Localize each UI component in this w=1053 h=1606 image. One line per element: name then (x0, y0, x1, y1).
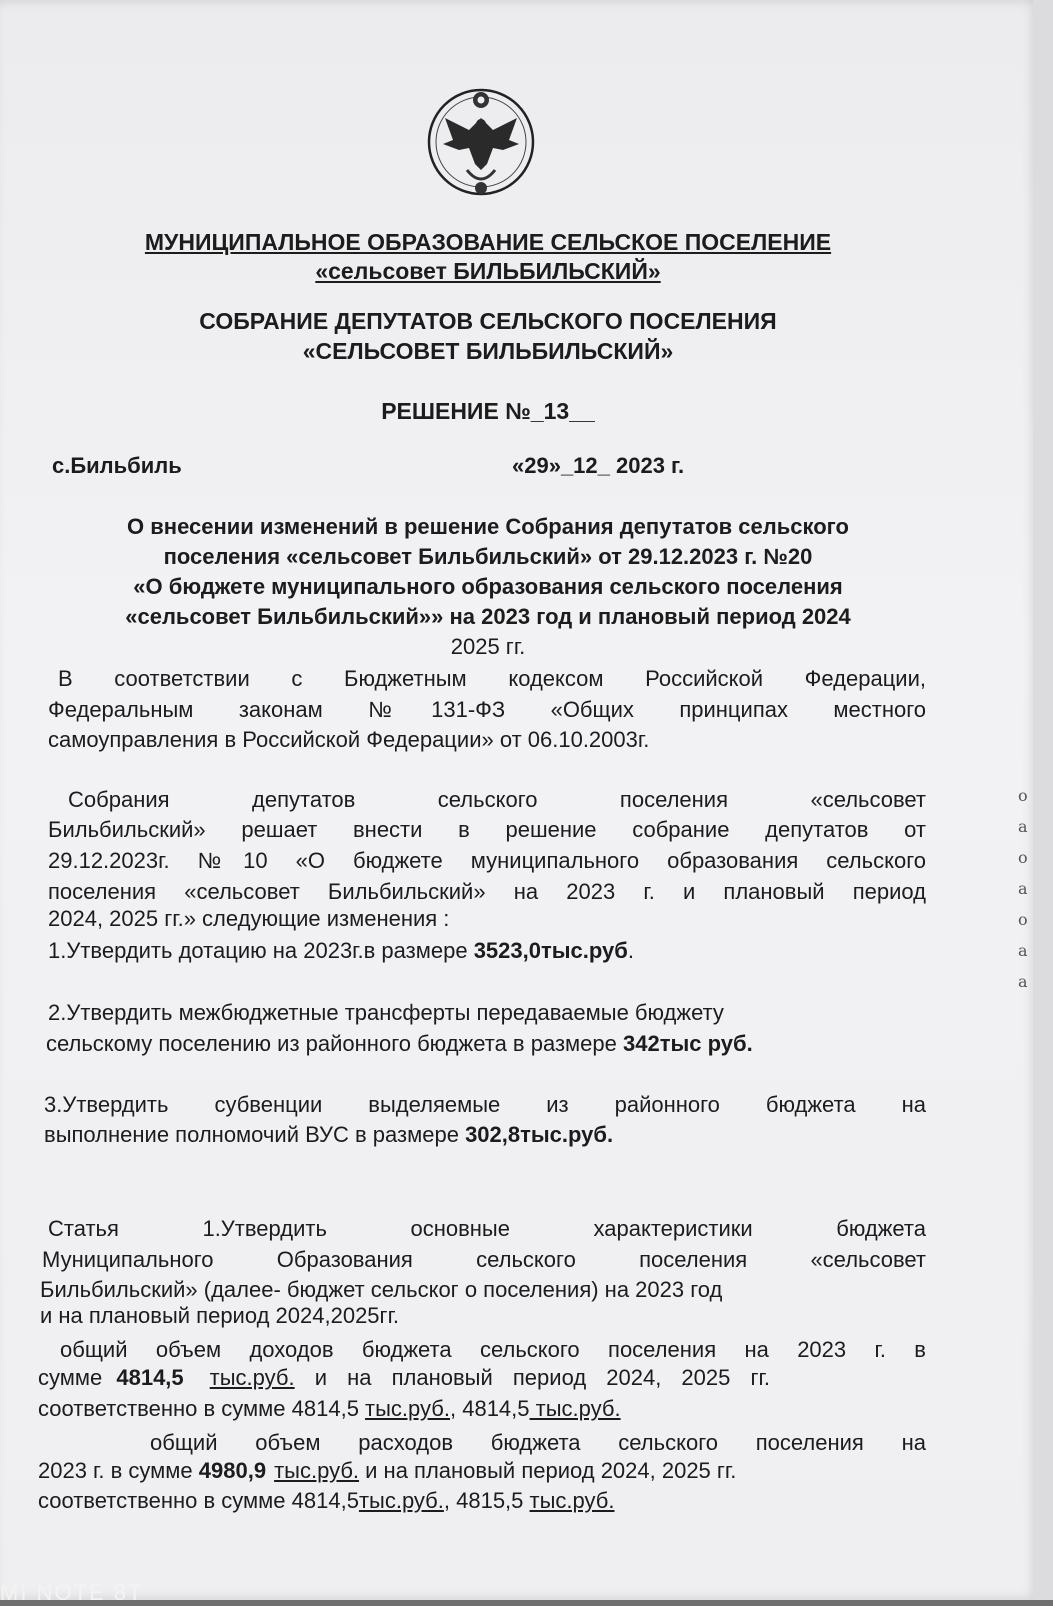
expense-amount: 4980,9 (198, 1458, 267, 1483)
item-1-text: 1.Утвердить дотацию на 2023г.в размере (48, 938, 474, 963)
camera-watermark: MI NOTE 8T (0, 1580, 144, 1605)
item-1 (48, 938, 634, 964)
expense-rest: и на плановый период 2024, 2025 гг. (359, 1458, 737, 1483)
income-amount: 4814,5 (116, 1365, 184, 1390)
resolution-line: Бильбильский» решает внести в решение собрание депутатов от (48, 817, 926, 842)
margin-letter: а (1018, 972, 1028, 991)
eagle-emblem-icon (425, 78, 537, 206)
income-line3-unit1: тыс.руб. (365, 1396, 450, 1421)
income-rest: и на плановый период 2024, 2025 гг. (294, 1365, 770, 1390)
item-2-line (46, 1031, 753, 1057)
margin-letter: о (1018, 910, 1028, 929)
resolution-line: 29.12.2023г. №10 «О бюджете муниципального образования сельского (48, 848, 926, 873)
subject-line: О внесении изменений в решение Собрания депутатов сельского (127, 514, 849, 539)
article-1-line: Бильбильский» (далее- бюджет сельског о поселения) на 2023 год (40, 1277, 723, 1302)
item-3-amount: 302,8тыс.руб. (465, 1122, 614, 1147)
expense-line3-unit1: тыс.руб. (358, 1488, 444, 1513)
income-line (38, 1396, 621, 1422)
expense-line3-unit2: тыс.руб. (529, 1488, 615, 1513)
expense-unit: тыс.руб. (274, 1458, 360, 1483)
expense-line3-mid: , 4815,5 (443, 1488, 530, 1513)
preamble-line: самоуправления в Российской Федерации» от 06.10.2003г. (48, 727, 650, 752)
income-line3-text: соответственно в сумме 4814,5 (38, 1396, 366, 1421)
margin-letter: о (1018, 848, 1028, 867)
article-1-line: Статья 1.Утвердить основные характеристики бюджета (48, 1216, 926, 1241)
resolution-line: поселения «сельсовет Бильбильский» на 2023 г. и плановый период (48, 879, 926, 904)
expense-line2-text: 2023 г. в сумме (38, 1458, 199, 1483)
preamble-line: В соответствии с Бюджетным кодексом Российской Федерации, (58, 666, 926, 691)
margin-letter: а (1018, 817, 1028, 836)
item-1-end: . (627, 938, 634, 963)
subject-line: поселения «сельсовет Бильбильский» от 29.12.2023 г. №20 (163, 544, 813, 569)
margin-letter: а (1018, 941, 1028, 960)
item-3-line: 3.Утвердить субвенции выделяемые из районного бюджета на (44, 1092, 926, 1117)
subject-line: «сельсовет Бильбильский»» на 2023 год и плановый период 2024 (125, 604, 851, 629)
coat-of-arms-emblem (425, 78, 537, 206)
income-line3-unit2: тыс.руб. (529, 1396, 621, 1421)
decision-title: РЕШЕНИЕ №_13__ (381, 398, 595, 424)
resolution-line: 2024, 2025 гг.» следующие изменения : (48, 906, 450, 931)
income-line3-mid: , 4814,5 (450, 1396, 530, 1421)
subject-line: 2025 гг. (450, 634, 526, 659)
municipality-title: МУНИЦИПАЛЬНОЕ ОБРАЗОВАНИЕ СЕЛЬСКОЕ ПОСЕЛЕНИЕ (144, 229, 832, 255)
income-sum-label: сумме (38, 1365, 109, 1390)
margin-letter: о (1018, 786, 1028, 805)
resolution-line: Собрания депутатов сельского поселения «сельсовет (68, 787, 926, 812)
item-3-line (44, 1122, 613, 1148)
income-unit: тыс.руб. (209, 1365, 295, 1390)
expense-line (38, 1458, 736, 1484)
article-1-line: и на плановый период 2024,2025гг. (40, 1303, 400, 1328)
assembly-title: СОБРАНИЕ ДЕПУТАТОВ СЕЛЬСКОГО ПОСЕЛЕНИЯ (199, 308, 777, 334)
expense-line (38, 1488, 614, 1514)
item-3-text: выполнение полномочий ВУС в размере (44, 1122, 466, 1147)
decision-date: «29»_12_ 2023 г. (512, 453, 685, 478)
assembly-subtitle: «СЕЛЬСОВЕТ БИЛЬБИЛЬСКИЙ» (302, 338, 674, 364)
adjacent-page-edge (1033, 0, 1053, 1600)
municipality-subtitle: «сельсовет БИЛЬБИЛЬСКИЙ» (315, 258, 661, 284)
place: с.Бильбиль (52, 453, 182, 478)
preamble-line: Федеральным законам №131-ФЗ «Общих принципах местного (48, 697, 926, 722)
article-1-line: Муниципального Образования сельского поселения «сельсовет (42, 1247, 926, 1272)
adjacent-page-letters (1018, 780, 1028, 997)
item-1-amount: 3523,0тыс.руб (473, 938, 628, 963)
subject-line: «О бюджете муниципального образования сельского поселения (133, 574, 843, 599)
expense-line: общий объем расходов бюджета сельского поселения на (150, 1430, 926, 1455)
income-line (38, 1365, 926, 1391)
item-2-line: 2.Утвердить межбюджетные трансферты передаваемые бюджету (48, 1000, 724, 1025)
income-line: общий объем доходов бюджета сельского поселения на 2023 г. в (60, 1337, 926, 1362)
item-2-text: сельскому поселению из районного бюджета в размере (46, 1031, 623, 1056)
item-2-amount: 342тыс руб. (622, 1031, 753, 1056)
expense-line3-text: соответственно в сумме 4814,5 (38, 1488, 359, 1513)
margin-letter: а (1018, 879, 1028, 898)
